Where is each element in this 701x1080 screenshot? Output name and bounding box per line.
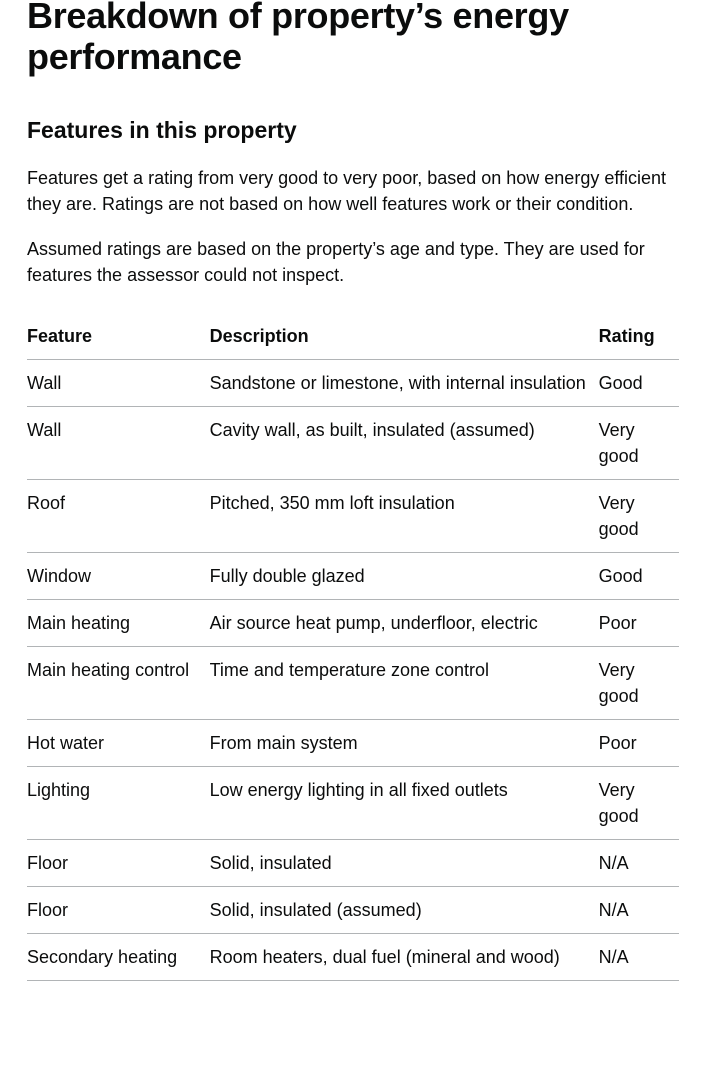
feature-cell: Wall [27,360,210,407]
rating-cell: Poor [599,600,679,647]
rating-cell: Very good [599,767,679,840]
description-cell: From main system [210,720,599,767]
description-cell: Fully double glazed [210,553,599,600]
description-cell: Air source heat pump, underfloor, electric [210,600,599,647]
section-title: Features in this property [27,117,297,143]
description-cell: Room heaters, dual fuel (mineral and wood) [210,934,599,981]
table-row [27,600,679,647]
feature-cell: Lighting [27,767,210,840]
feature-cell: Main heating [27,600,210,647]
feature-cell: Secondary heating [27,934,210,981]
rating-cell: Very good [599,480,679,553]
feature-cell: Main heating control [27,647,210,720]
table-row [27,934,679,981]
table-row [27,720,679,767]
table-row [27,407,679,480]
rating-cell: N/A [599,887,679,934]
table-row [27,840,679,887]
feature-cell: Hot water [27,720,210,767]
feature-cell: Window [27,553,210,600]
table-row [27,647,679,720]
feature-cell: Roof [27,480,210,553]
rating-cell: Good [599,360,679,407]
table-header-row [27,315,679,360]
header-description: Description [210,315,599,360]
rating-cell: N/A [599,934,679,981]
table-row [27,887,679,934]
rating-cell: Very good [599,407,679,480]
intro-paragraph: Features get a rating from very good to very poor, based on how energy efficient they are. Ratings are not based on how well features work or their condition. [27,168,667,214]
feature-cell: Floor [27,840,210,887]
page-title: Breakdown of property’s energy performance [27,0,569,77]
description-cell: Sandstone or limestone, with internal insulation [210,360,599,407]
header-feature: Feature [27,315,210,360]
description-cell: Solid, insulated (assumed) [210,887,599,934]
description-cell: Low energy lighting in all fixed outlets [210,767,599,840]
table-row [27,553,679,600]
rating-cell: Very good [599,647,679,720]
description-cell: Time and temperature zone control [210,647,599,720]
description-cell: Pitched, 350 mm loft insulation [210,480,599,553]
description-cell: Cavity wall, as built, insulated (assumed) [210,407,599,480]
features-table [27,315,679,981]
rating-cell: Poor [599,720,679,767]
description-cell: Solid, insulated [210,840,599,887]
header-rating: Rating [599,315,679,360]
page-content [27,0,679,981]
assumed-ratings-paragraph: Assumed ratings are based on the property’s age and type. They are used for features the assessor could not inspect. [27,239,645,285]
rating-cell: Good [599,553,679,600]
feature-cell: Floor [27,887,210,934]
table-row [27,360,679,407]
rating-cell: N/A [599,840,679,887]
table-row [27,480,679,553]
table-row [27,767,679,840]
feature-cell: Wall [27,407,210,480]
